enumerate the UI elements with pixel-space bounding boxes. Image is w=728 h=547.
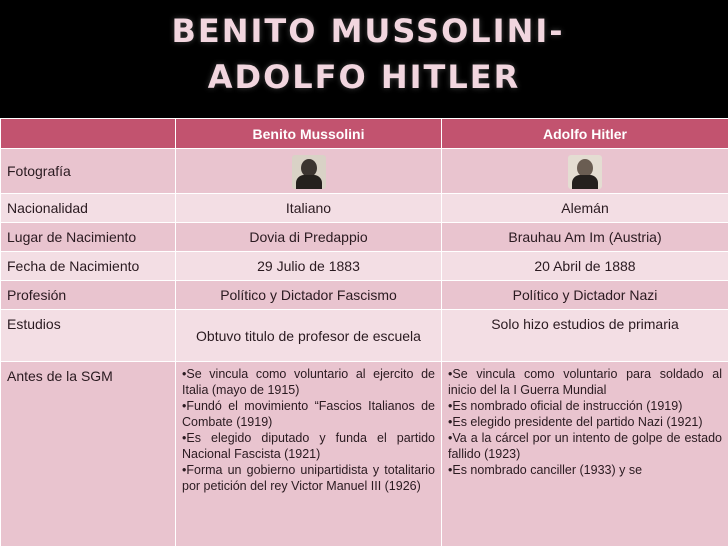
cell-mussolini-photo bbox=[176, 149, 442, 194]
table-row-fotografia bbox=[1, 149, 728, 194]
cell-mussolini-estudios: Obtuvo titulo de profesor de escuela bbox=[176, 310, 442, 362]
list-item: •Va a la cárcel por un intento de golpe de estado fallido (1923) bbox=[448, 430, 722, 462]
header-empty-cell bbox=[1, 119, 176, 149]
table-header-row bbox=[1, 119, 728, 149]
cell-hitler-antes-sgm bbox=[442, 362, 728, 547]
cell-hitler-nacionalidad: Alemán bbox=[442, 194, 728, 223]
cell-mussolini-nacionalidad: Italiano bbox=[176, 194, 442, 223]
row-label-lugar: Lugar de Nacimiento bbox=[1, 223, 176, 252]
cell-mussolini-fecha: 29 Julio de 1883 bbox=[176, 252, 442, 281]
hitler-portrait bbox=[568, 155, 602, 189]
header-mussolini: Benito Mussolini bbox=[176, 119, 442, 149]
cell-hitler-profesion: Político y Dictador Nazi bbox=[442, 281, 728, 310]
row-label-antes-sgm: Antes de la SGM bbox=[1, 362, 176, 547]
row-label-nacionalidad: Nacionalidad bbox=[1, 194, 176, 223]
slide-title bbox=[0, 8, 728, 100]
mussolini-bullet-list bbox=[182, 362, 435, 494]
list-item: •Es elegido diputado y funda el partido Nacional Fascista (1921) bbox=[182, 430, 435, 462]
list-item: •Es nombrado oficial de instrucción (1919) bbox=[448, 398, 722, 414]
table-row-antes-sgm bbox=[1, 362, 728, 547]
list-item: •Fundó el movimiento “Fascios Italianos de Combate (1919) bbox=[182, 398, 435, 430]
row-label-fotografia: Fotografía bbox=[1, 149, 176, 194]
cell-hitler-fecha: 20 Abril de 1888 bbox=[442, 252, 728, 281]
list-item: •Se vincula como voluntario para soldado al inicio del la I Guerra Mundial bbox=[448, 366, 722, 398]
table-row-profesion bbox=[1, 281, 728, 310]
hitler-bullet-list bbox=[448, 362, 722, 478]
table-row-fecha bbox=[1, 252, 728, 281]
list-item: •Es elegido presidente del partido Nazi (1921) bbox=[448, 414, 722, 430]
table-row-nacionalidad bbox=[1, 194, 728, 223]
cell-hitler-estudios: Solo hizo estudios de primaria bbox=[442, 310, 728, 362]
cell-hitler-lugar: Brauhau Am Im (Austria) bbox=[442, 223, 728, 252]
table-row-lugar bbox=[1, 223, 728, 252]
title-line-1: BENITO MUSSOLINI- bbox=[0, 8, 728, 54]
cell-mussolini-antes-sgm bbox=[176, 362, 442, 547]
header-hitler: Adolfo Hitler bbox=[442, 119, 728, 149]
row-label-profesion: Profesión bbox=[1, 281, 176, 310]
cell-mussolini-profesion: Político y Dictador Fascismo bbox=[176, 281, 442, 310]
title-line-2: ADOLFO HITLER bbox=[0, 54, 728, 100]
comparison-table bbox=[0, 118, 728, 546]
mussolini-portrait bbox=[292, 155, 326, 189]
cell-mussolini-lugar: Dovia di Predappio bbox=[176, 223, 442, 252]
table-row-estudios bbox=[1, 310, 728, 362]
row-label-estudios: Estudios bbox=[1, 310, 176, 362]
list-item: •Se vincula como voluntario al ejercito de Italia (mayo de 1915) bbox=[182, 366, 435, 398]
row-label-fecha: Fecha de Nacimiento bbox=[1, 252, 176, 281]
cell-hitler-photo bbox=[442, 149, 728, 194]
list-item: •Es nombrado canciller (1933) y se bbox=[448, 462, 722, 478]
list-item: •Forma un gobierno unipartidista y totalitario por petición del rey Victor Manuel III (1926) bbox=[182, 462, 435, 494]
